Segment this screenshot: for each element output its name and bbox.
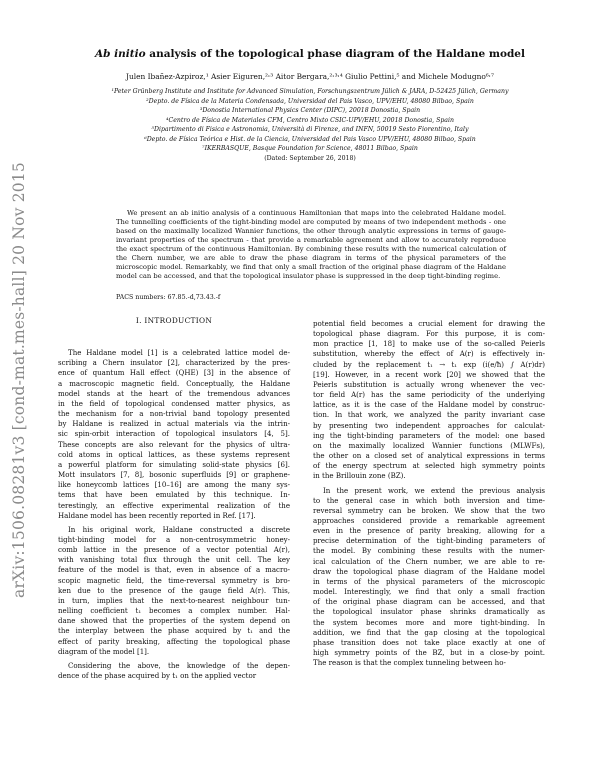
text-line: sic spin-orbit interaction of topological insulators [4, 5]. xyxy=(58,429,290,439)
author-list: Julen Ibañez-Azpiroz,¹ Asier Eiguren,²˒³ Aitor Bergara,²˒³˒⁴ Giulio Pettini,⁵ and Michele Modugno⁶˒⁷ xyxy=(126,72,494,81)
text-line: mon practice [1, 18] to make use of the so-called Peierls xyxy=(313,339,545,349)
text-line: The Haldane model [1] is a celebrated lattice model de- xyxy=(68,348,290,358)
abstract xyxy=(116,209,506,281)
text-line: high symmetry points of the BZ, but in a close-by point. xyxy=(313,648,545,657)
text-line: Peierls substitution is actually wrong whenever the vec- xyxy=(313,379,545,389)
text-line: the model. By combining these results with the numer- xyxy=(313,546,545,556)
affiliation: ³Donostia International Physics Center (DIPC), 20018 Donostia, Spain xyxy=(199,107,421,114)
affiliation-list xyxy=(60,87,560,163)
text-line: model stands at the heart of the tremendous advances xyxy=(58,388,290,398)
text-line: nelling coefficient t₁ becomes a complex number. Hal- xyxy=(58,606,290,616)
text-line: the mechanism for a non-trivial band topology presented xyxy=(58,409,290,419)
text-line: precise determination of the tight-binding parameters of xyxy=(313,536,545,546)
text-line: tight-binding model for a non-centrosymmetric honey- xyxy=(58,534,290,544)
text-line: scribing a Chern insulator [2], characterized by the pres- xyxy=(58,358,290,368)
text-line: by presenting two independent approaches for calculat- xyxy=(313,420,545,430)
text-line: the topological insulator phase shrinks dramatically as xyxy=(313,607,545,617)
text-line: a powerful platform for simulating solid-state physics [6]. xyxy=(58,459,290,469)
text-line: reversal symmetry can be broken. We show that the two xyxy=(313,505,545,515)
text-line: approaches considered provide a remarkable agreement xyxy=(313,515,545,525)
right-column-text xyxy=(313,319,545,668)
text-line: dence of the phase acquired by t₁ on the applied vector xyxy=(58,671,257,680)
text-line: draw the topological phase diagram of the Haldane model xyxy=(313,566,545,576)
text-line: in the field of topological condensed matter physics, as xyxy=(58,398,290,408)
text-line: model. Interestingly, we find that only a small fraction xyxy=(313,587,545,597)
text-line: of the original phase diagram can be accessed, and that xyxy=(313,597,545,607)
text-line: the system becomes more and more tight-binding. In xyxy=(313,617,545,627)
paper-title-italic: Ab initio xyxy=(95,48,146,60)
text-line: by Haldane is realized in actual materials via the intrin- xyxy=(58,419,290,429)
text-line: dane showed that the properties of the system depend on xyxy=(58,616,290,626)
text-line: of the energy spectrum at selected high symmetry points xyxy=(313,461,545,471)
text-line: phase transition does not take place exactly at one of xyxy=(313,637,545,647)
affiliation: ⁷IKERBASQUE, Basque Foundation for Science, 48011 Bilbao, Spain xyxy=(202,145,418,152)
pacs-numbers: PACS numbers: 67.85.-d,73.43.-f xyxy=(116,294,221,301)
text-line: tor field A(r) has the same periodicity of the underlying xyxy=(313,390,545,400)
text-line: [19]. However, in a recent work [20] we showed that the xyxy=(313,369,545,379)
text-line: potential field becomes a crucial element for drawing the xyxy=(313,319,545,328)
text-line: The reason is that the complex tunneling between ho- xyxy=(313,658,506,668)
text-line: lattice, as it is the case of the Haldane model by construc- xyxy=(313,400,545,410)
text-line: in turn, implies that the next-to-nearest neighbour tun- xyxy=(58,595,290,605)
affiliation: ⁵Dipartimento di Fisica e Astronomia, Università di Firenze, and INFN, 50019 Sesto Fiorentino, Italy xyxy=(151,126,469,133)
text-line: ken due to the presence of the gauge field A(r). This, xyxy=(58,585,290,595)
arxiv-identifier-text: arXiv:1506.08281v3 [cond-mat.mes-hall] 20 Nov 2015 xyxy=(10,162,28,598)
text-line: with vanishing total flux through the unit cell. The key xyxy=(58,555,290,565)
text-line: diagram of the model [1]. xyxy=(58,646,150,656)
date-line: (Dated: September 26, 2018) xyxy=(264,154,356,162)
text-line: in terms of the physical parameters of the microscopic xyxy=(313,576,545,586)
left-column-text xyxy=(58,348,290,681)
text-line: a macroscopic magnetic field. Conceptually, the Haldane xyxy=(58,378,290,388)
left-column xyxy=(58,316,290,681)
abstract-text: We present an ab initio analysis of a continuous Hamiltonian that maps into the celebrated Haldane model. The tunnelling coefficients of the tight-binding model are computed by means of two independent methods - one based on the maximally localized Wannier functions, the other through analytic expressions in terms of gauge-invariant properties of the spectrum - that provide a remarkable agreement and allow to accurately reproduce the exact spectrum of the continuous Hamiltonian. By combining these results with the numerical calculation of the Chern number, we are able to draw the phase diagram in terms of the physical parameters of the microscopic model. Remarkably, we find that only a small fraction of the original phase diagram of the Haldane model can be accessed, and that the topological insulator phase is suppressed in the deep tight-binding regime. xyxy=(116,209,506,281)
text-line: addition, we find that the gap closing at the topological xyxy=(313,627,545,637)
arxiv-identifier-stamp xyxy=(4,130,34,630)
text-line: terestingly, an effective experimental realization of the xyxy=(58,500,290,510)
affiliation: ¹Peter Grünberg Institute and Institute for Advanced Simulation, Forschungszentrum Jülich & JARA, D-52425 Jülich, Germany xyxy=(111,88,509,95)
text-line: tion. In that work, we analyzed the parity invariant case xyxy=(313,410,545,420)
text-line: scopic magnetic field, the time-reversal symmetry is bro- xyxy=(58,575,290,585)
text-line: comb lattice in the presence of a vector potential A(r), xyxy=(58,545,290,555)
text-line: ical calculation of the Chern number, we are able to re- xyxy=(313,556,545,566)
text-line: Haldane model has been recently reported in Ref. [17]. xyxy=(58,510,256,520)
section-heading-introduction: I. INTRODUCTION xyxy=(135,316,213,325)
text-line: on the maximally localized Wannier functions (MLWFs), xyxy=(313,440,545,450)
text-line: like honeycomb lattices [10–16] are among the many sys- xyxy=(58,480,290,490)
paper-title xyxy=(60,48,560,60)
text-line: topological phase diagram. For this purpose, it is com- xyxy=(313,329,545,339)
text-line: even in the presence of parity breaking, allowing for a xyxy=(313,526,545,536)
text-line: In his original work, Haldane constructed a discrete xyxy=(68,524,290,534)
text-line: Considering the above, the knowledge of the depen- xyxy=(68,660,290,670)
text-line: the interplay between the phase acquired by t₁ and the xyxy=(58,626,290,636)
text-line: Mott insulators [7, 8], bosonic superfluids [9] or graphene- xyxy=(58,470,290,480)
text-line: ing the tight-binding parameters of the model: one based xyxy=(313,430,545,440)
text-line: tems that have been emulated by this technique. In- xyxy=(58,490,290,500)
right-column xyxy=(313,319,545,668)
text-line: These concepts are also relevant for the physics of ultra- xyxy=(58,439,290,449)
text-line: ence of quantum Hall effect (QHE) [3] in the absence of xyxy=(58,368,290,378)
text-line: in the Brillouin zone (BZ). xyxy=(313,471,406,481)
affiliation: ⁶Depto. de Física Teórica e Hist. de la Ciencia, Universidad del Pais Vasco UPV/EHU, 48080 Bilbao, Spain xyxy=(144,135,476,143)
text-line: cold atoms in optical lattices, as these systems represent xyxy=(58,449,290,459)
text-line: feature of the model is that, even in absence of a macro- xyxy=(58,565,290,575)
text-line: to the general case in which both inversion and time- xyxy=(313,495,545,505)
affiliation: ⁴Centro de Física de Materiales CFM, Centro Mixto CSIC-UPV/EHU, 20018 Donostia, Spain xyxy=(166,116,454,124)
paper-title-rest: analysis of the topological phase diagram of the Haldane model xyxy=(145,48,525,60)
affiliation: ²Depto. de Física de la Materia Condensada, Universidad del Pais Vasco, UPV/EHU, 48080 Bilbao, Spain xyxy=(146,97,474,105)
text-line: the other on a closed set of analytical expressions in terms xyxy=(313,451,545,461)
text-line: cluded by the replacement t₁ → t₁ exp (i(e/ħ) ∫ A(r)dr) xyxy=(313,359,545,369)
text-line: substitution, whereby the effect of A(r) is effectively in- xyxy=(313,349,545,359)
text-line: effect of parity breaking, affecting the topological phase xyxy=(58,636,290,646)
text-line: In the present work, we extend the previous analysis xyxy=(323,485,545,495)
